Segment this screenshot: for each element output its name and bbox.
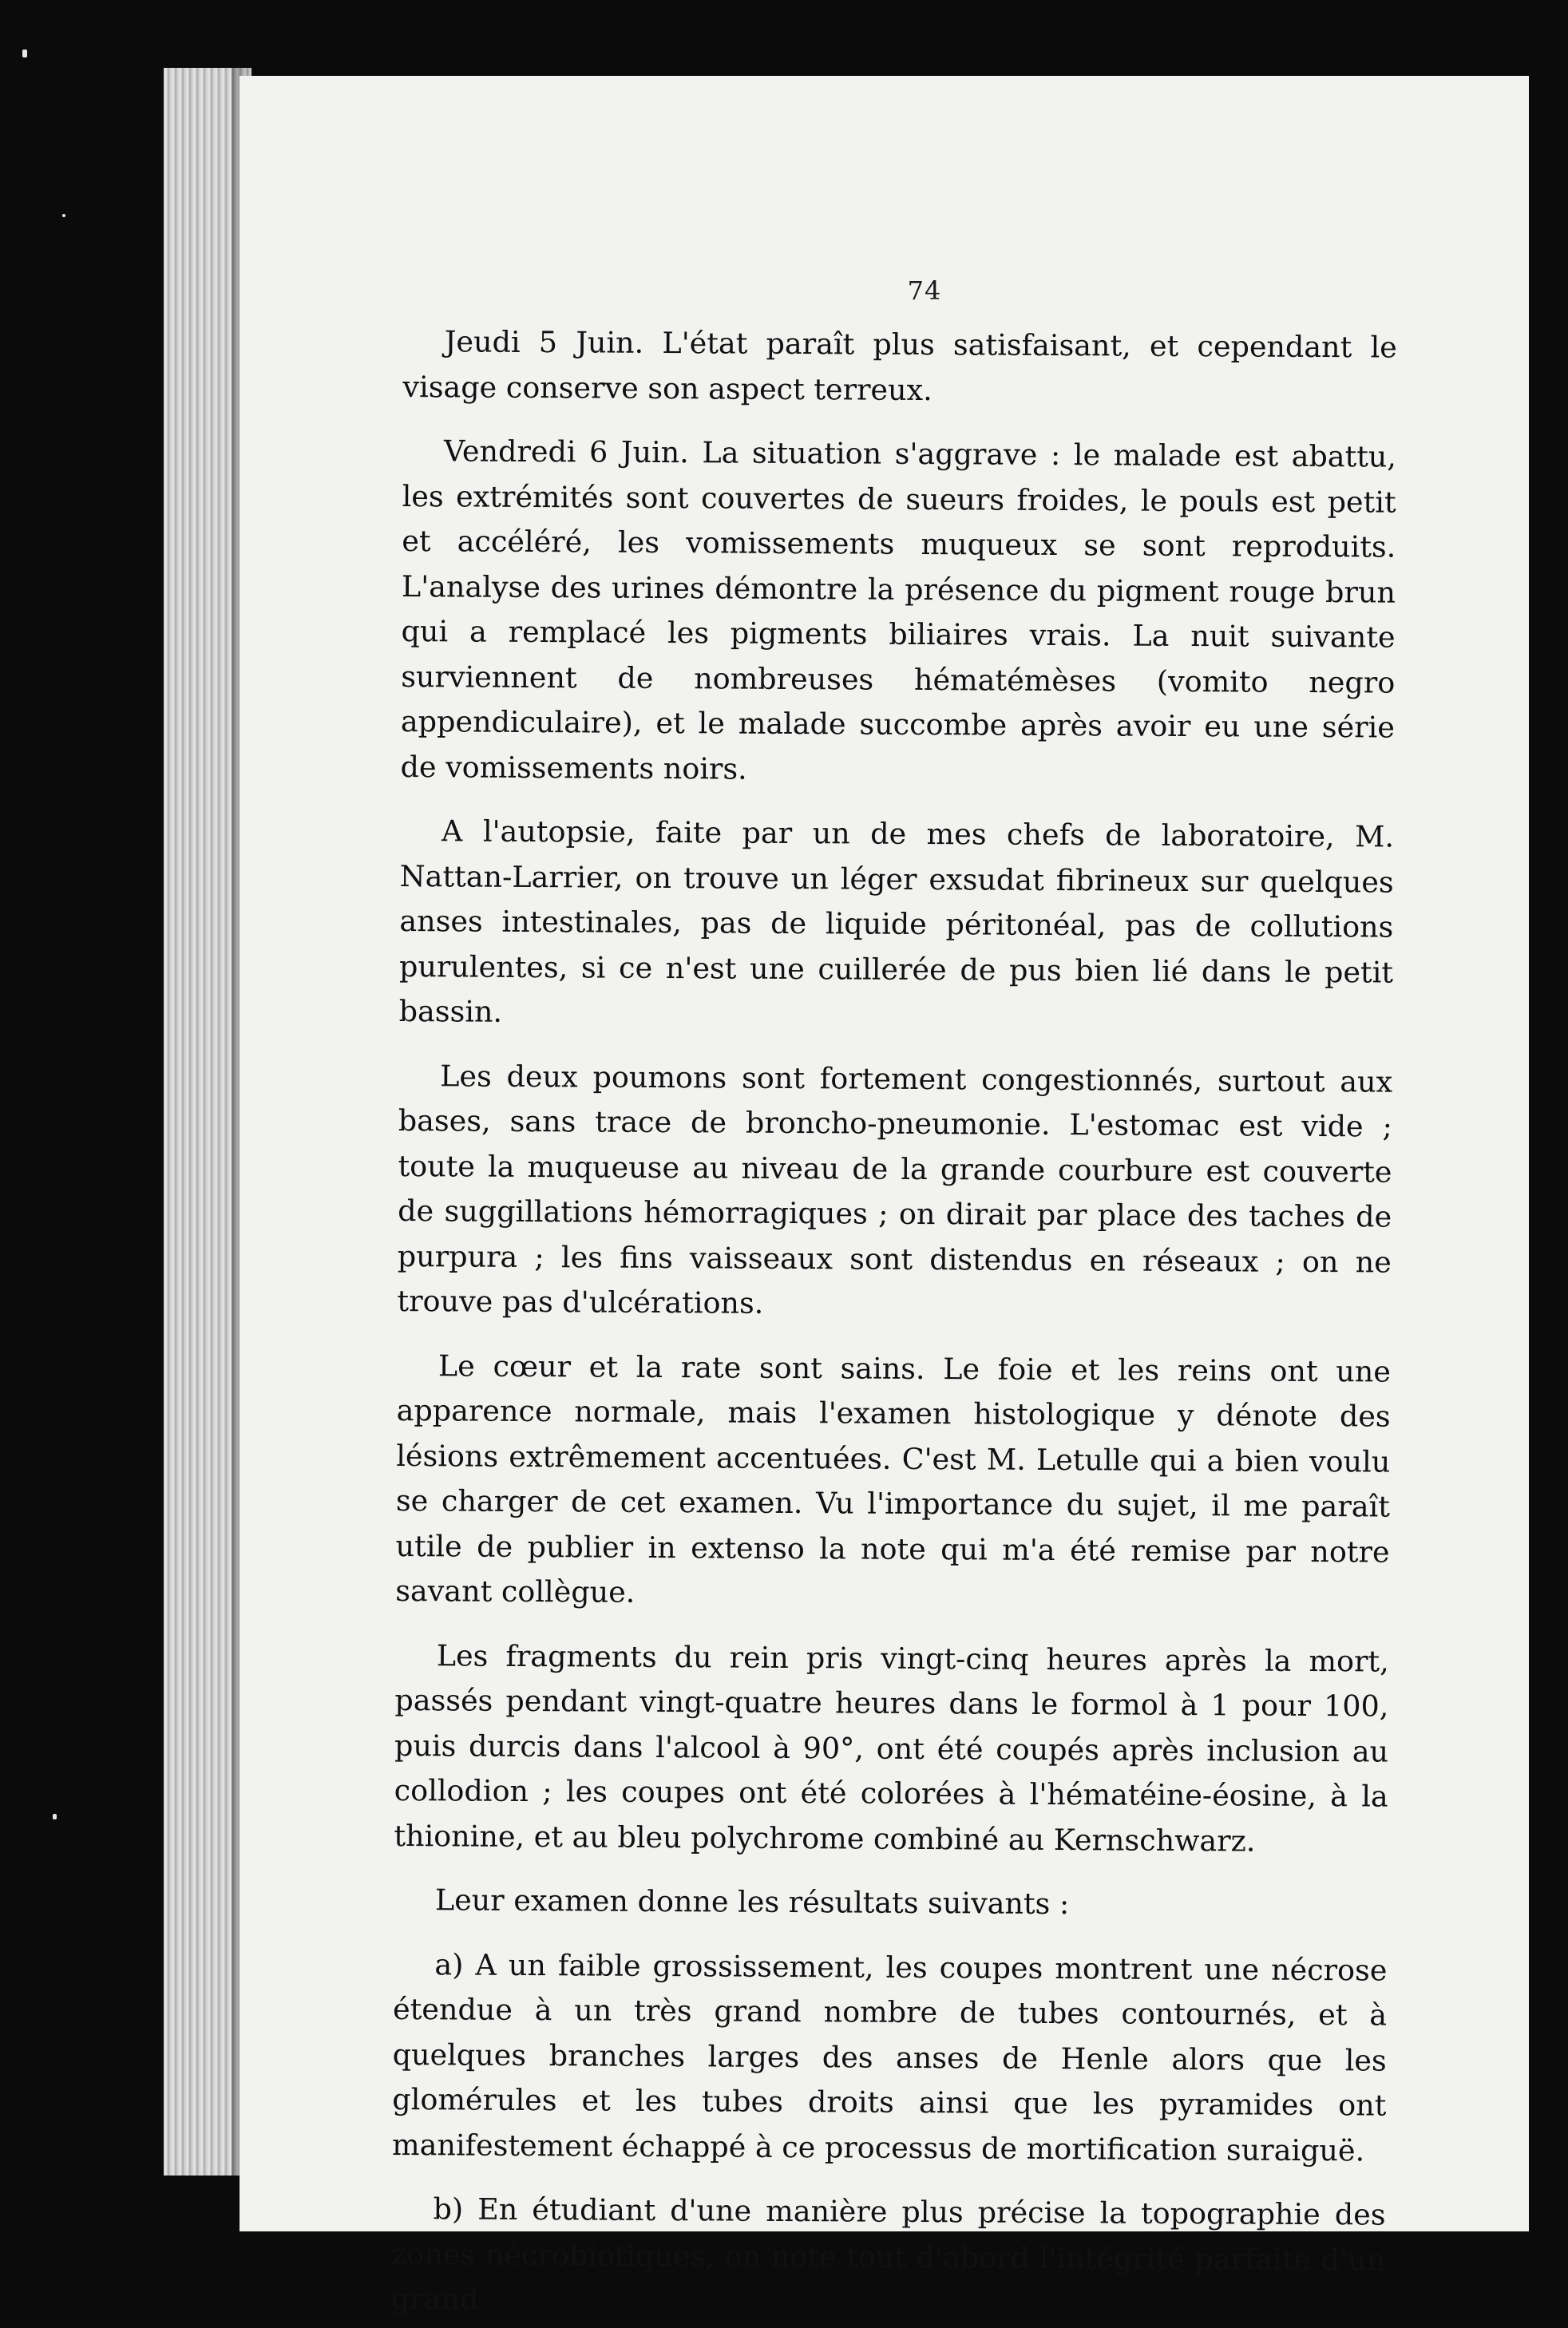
paragraph: Les deux poumons sont fortement congestionnés, surtout aux bases, sans trace de broncho-pneumonie. L'estomac est vide ; toute la muqueuse au niveau de la grande courbure est couverte de suggillations hémorragiques ; on dirait par place des taches de purpura ; les fins vaisseaux sont distendus en réseaux ; on ne trouve pas d'ulcérations.	[397, 1058, 1393, 1320]
paragraph: Vendredi 6 Juin. La situation s'aggrave : le malade est abattu, les extrémités sont couvertes de sueurs froides, le pouls est petit et accéléré, les vomissements muqueux se sont reproduits. L'analyse des urines démontre la présence du pigment rouge brun qui a remplacé les pigments biliaires vrais. La nuit suivante surviennent de nombreuses hématémèses (vomito negro appendiculaire), et le malade succombe après avoir eu une série de vomissements noirs.	[400, 434, 1397, 786]
paragraph: A l'autopsie, faite par un de mes chefs de laboratoire, M. Nattan-Larrier, on trouve un léger exsudat fibrineux sur quelques anses intestinales, pas de liquide péritonéal, pas de collutions purulentes, si ce n'est une cuillerée de pus bien lié dans le petit bassin.	[398, 814, 1395, 1029]
scan-speck	[62, 214, 65, 217]
paragraph: a) A un faible grossissement, les coupes montrent une nécrose étendue à un très grand nombre de tubes contournés, et à quelques branches larges des anses de Henle alors que les glomérules et les tubes droits ainsi que les pyramides ont manifestement échappé à ce processus de mortification suraiguë.	[391, 1946, 1388, 2168]
paragraph: Jeudi 5 Juin. L'état paraît plus satisfaisant, et cependant le visage conserve son aspect terreux.	[402, 324, 1397, 407]
page-number: 74	[907, 275, 942, 306]
paragraph: Les fragments du rein pris vingt-cinq heures après la mort, passés pendant vingt-quatre heures dans le formol à 1 pour 100, puis durcis dans l'alcool à 90°, ont été coupés après inclusion au collodion ; les coupes ont été colorées à l'hématéine-éosine, à la thionine, et au bleu polychrome combiné au Kernschwarz.	[394, 1637, 1389, 1859]
paragraph: b) En étudiant d'une manière plus précise la topographie des zones nécrobiotiques, on note tout d'abord l'intégrité parfaite d'un grand	[390, 2191, 1386, 2317]
scan-speck	[53, 1814, 57, 1819]
paragraph: Le cœur et la rate sont sains. Le foie et les reins ont une apparence normale, mais l'examen histologique y dénote des lésions extrêmement accentuées. C'est M. Letulle qui a bien voulu se charger de cet examen. Vu l'importance du sujet, il me paraît utile de publier in extenso la note qui m'a été remise par notre savant collègue.	[395, 1348, 1392, 1609]
body-text	[391, 319, 1397, 2328]
paragraph: Leur examen donne les résultats suivants :	[434, 1883, 1070, 1922]
scan-speck	[22, 49, 27, 57]
